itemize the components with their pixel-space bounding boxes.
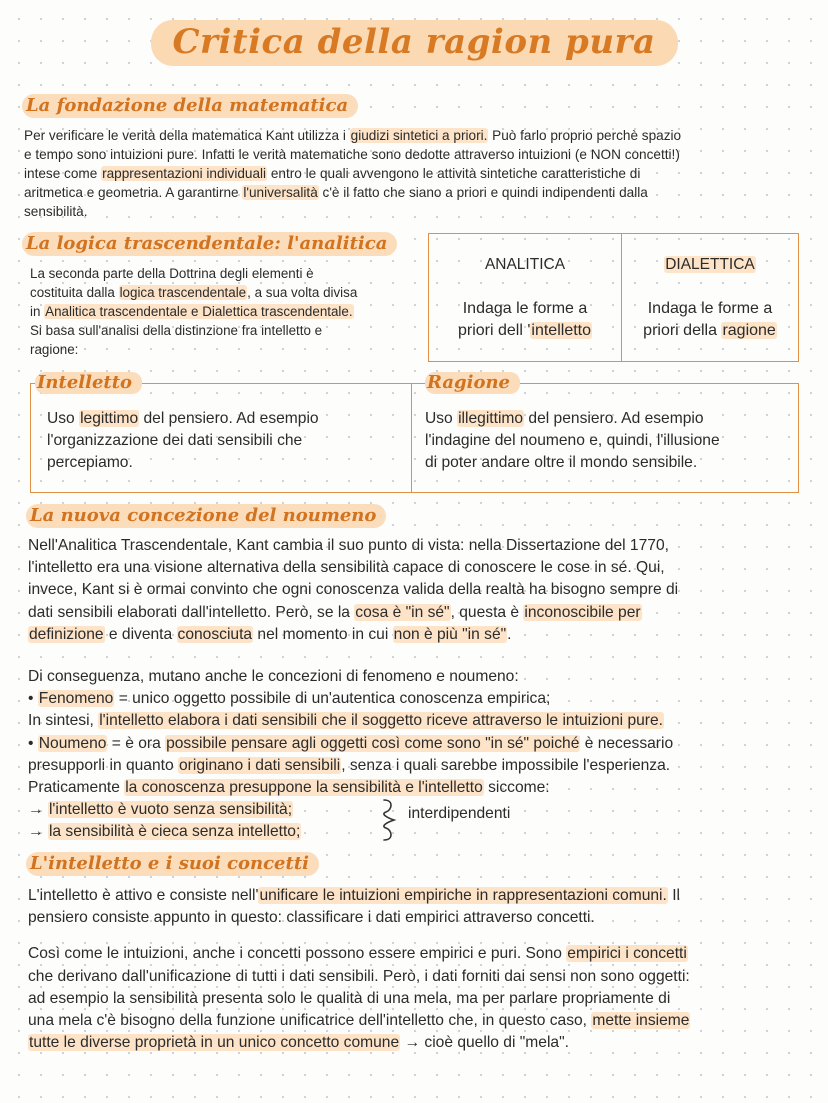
paragraph-fondazione: Per verificare le verità della matematica Kant utilizza i giudizi sintetici a priori. Può farlo proprio perchè spazio e tempo sono intuizioni pure. Infatti le verità matematiche sono dedotte attraverso intuizioni (e NON concetti!) intese come rappresentazioni individuali entro le quali avvengono le attività sintetiche caratteristiche di aritmetica e geometria. A garantirne l'universalità c'è il fatto che siano a priori e quindi indipendenti dalla sensibilità.	[24, 128, 682, 219]
table-head-dialettica: DIALETTICA	[665, 256, 755, 273]
page-title-wrap	[0, 22, 828, 62]
brace-label: interdipendenti	[408, 805, 511, 822]
paragraph-noumeno: Nell'Analitica Trascendentale, Kant cambia il suo punto di vista: nella Dissertazione del 1770, l'intelletto era una visione alternativa della sensibilità capace di conoscere le cose in sé. Qui, invece, Kant si è ormai convinto che ogni conoscenza valida della realtà ha bisogno sempre di dati sensibili elaborati dall'intelletto. Però, se la cosa è "in sé", questa è inconoscibile per definizione e diventa conosciuta nel momento in cui non è più "in sé". Di conseguenza, mutano anche le concezioni di fenomeno e noumeno: • Fenomeno = unico oggetto possibile di un'autentica conoscenza empirica; In sintesi, l'intelletto elabora i dati sensibili che il soggetto riceve attraverso le intuizioni pure. • Noumeno = è ora possibile pensare agli oggetti così come sono "in sé" poiché è necessario presupporli in quanto originano i dati sensibili, senza i quali sarebbe impossibile l'esperienza. Praticamente la conoscenza presuppone la sensibilità e l'intelletto siccome: → l'intelletto è vuoto senza sensibilità; → la sensibilità è cieca senza intelletto;	[28, 537, 679, 841]
heading-noumeno: La nuova concezione del noumeno	[26, 505, 386, 526]
paragraph-concetti: L'intelletto è attivo e consiste nell'unificare le intuizioni empiriche in rappresentazioni comuni. Il pensiero consiste appunto in questo: classificare i dati empirici attraverso concetti. Così come le intuizioni, anche i concetti possono essere empirici e puri. Sono empirici i concetti che derivano dall'unificazione di tutti i dati sensibili. Però, i dati forniti dai sensi non sono oggetti: ad esempio la sensibilità presenta solo le qualità di una mela, ma per parlare propriamente di una mela c'è bisogno della funzione unificatrice dell'intelletto che, in questo caso, mette insieme tutte le diverse proprietà in un unico concetto comune → cioè quello di "mela".	[28, 887, 690, 1052]
brace-icon	[378, 798, 402, 847]
table-cell-dialettica: Indaga le forme a priori della ragione	[643, 300, 776, 339]
table-cell-analitica: Indaga le forme a priori dell 'intelletto	[457, 300, 591, 339]
caption-intelletto: Intelletto	[35, 372, 142, 393]
heading-fondazione: La fondazione della matematica	[22, 95, 358, 116]
ragione-text: Uso illegittimo del pensiero. Ad esempio l'indagine del noumeno e, quindi, l'illusione di poter andare oltre il mondo sensibile.	[425, 410, 720, 472]
paragraph-logica: La seconda parte della Dottrina degli elementi è costituita dalla logica trascendentale, a sua volta divisa in Analitica trascendentale e Dialettica trascendentale. Si basa sull'analisi della distinzione fra intelletto e ragione:	[30, 266, 358, 357]
page-title: Critica della ragion pura	[151, 20, 678, 66]
heading-concetti: L'intelletto e i suoi concetti	[26, 853, 319, 874]
intelletto-ragione-box	[30, 372, 799, 493]
caption-ragione: Ragione	[425, 372, 520, 393]
heading-logica: La logica trascendentale: l'analitica	[22, 233, 397, 254]
table-head-analitica: ANALITICA	[484, 256, 566, 273]
analitica-dialettica-table	[428, 233, 799, 362]
intelletto-text: Uso legittimo del pensiero. Ad esempio l'organizzazione dei dati sensibili che percepiamo.	[47, 410, 319, 472]
